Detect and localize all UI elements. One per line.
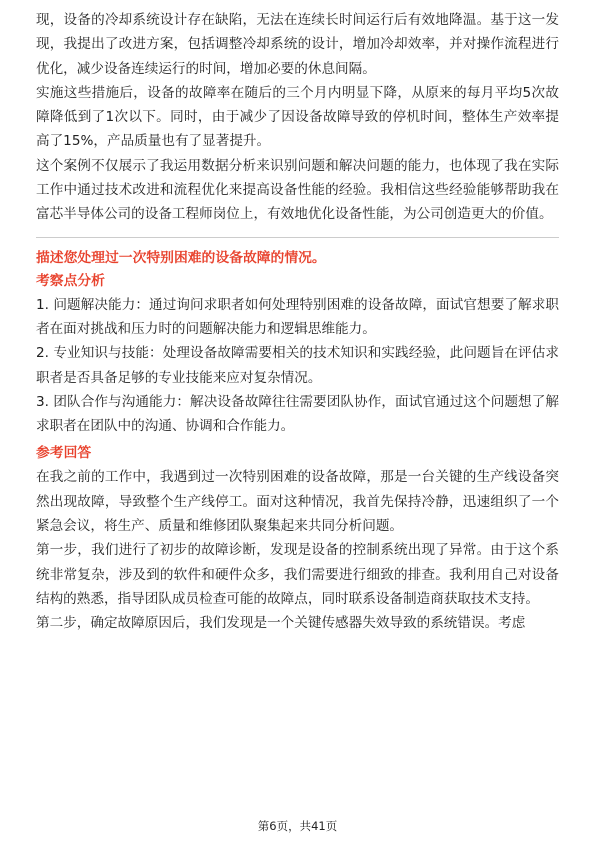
analysis-point: 3. 团队合作与沟通能力：解决设备故障往往需要团队协作，面试官通过这个问题想了解求职者在团队中的沟通、协调和合作能力。 <box>36 393 559 435</box>
body-paragraph: 这个案例不仅展示了我运用数据分析来识别问题和解决问题的能力，也体现了我在实际工作中通过技术改进和流程优化来提高设备性能的经验。我相信这些经验能够帮助我在富芯半导体公司的设备工程师岗位上，有效地优化设备性能，为公司创造更大的价值。 <box>36 157 559 223</box>
page-content <box>36 8 559 636</box>
analysis-point: 2. 专业知识与技能：处理设备故障需要相关的技术知识和实践经验，此问题旨在评估求职者是否具备足够的专业技能来应对复杂情况。 <box>36 345 559 386</box>
answer-paragraph: 第二步，确定故障原因后，我们发现是一个关键传感器失效导致的系统错误。考虑 <box>36 615 526 632</box>
question-title: 描述您处理过一次特别困难的设备故障的情况。 <box>36 249 326 266</box>
page-number: 第6页，共41页 <box>257 819 338 833</box>
body-paragraph: 实施这些措施后，设备的故障率在随后的三个月内明显下降，从原来的每月平均5次故障降低到了1次以下。同时，由于减少了因设备故障导致的停机时间，整体生产效率提高了15%，产品质量也有了显著提升。 <box>36 84 559 150</box>
section-divider <box>36 237 559 238</box>
answer-heading: 参考回答 <box>36 445 92 462</box>
answer-paragraph: 在我之前的工作中，我遇到过一次特别困难的设备故障，那是一台关键的生产线设备突然出现故障，导致整个生产线停工。面对这种情况，我首先保持冷静，迅速组织了一个紧急会议，将生产、质量和维修团队聚集起来共同分析问题。 <box>36 469 559 535</box>
answer-paragraph: 第一步，我们进行了初步的故障诊断，发现是设备的控制系统出现了异常。由于这个系统非常复杂，涉及到的软件和硬件众多，我们需要进行细致的排查。我利用自己对设备结构的熟悉，指导团队成员检查可能的故障点，同时联系设备制造商获取技术支持。 <box>36 542 559 607</box>
body-paragraph: 现，设备的冷却系统设计存在缺陷，无法在连续长时间运行后有效地降温。基于这一发现，我提出了改进方案，包括调整冷却系统的设计，增加冷却效率，并对操作流程进行优化，减少设备连续运行的时间，增加必要的休息间隔。 <box>36 12 559 77</box>
analysis-heading: 考察点分析 <box>36 272 105 289</box>
analysis-point: 1. 问题解决能力：通过询问求职者如何处理特别困难的设备故障，面试官想要了解求职者在面对挑战和压力时的问题解决能力和逻辑思维能力。 <box>36 296 559 337</box>
